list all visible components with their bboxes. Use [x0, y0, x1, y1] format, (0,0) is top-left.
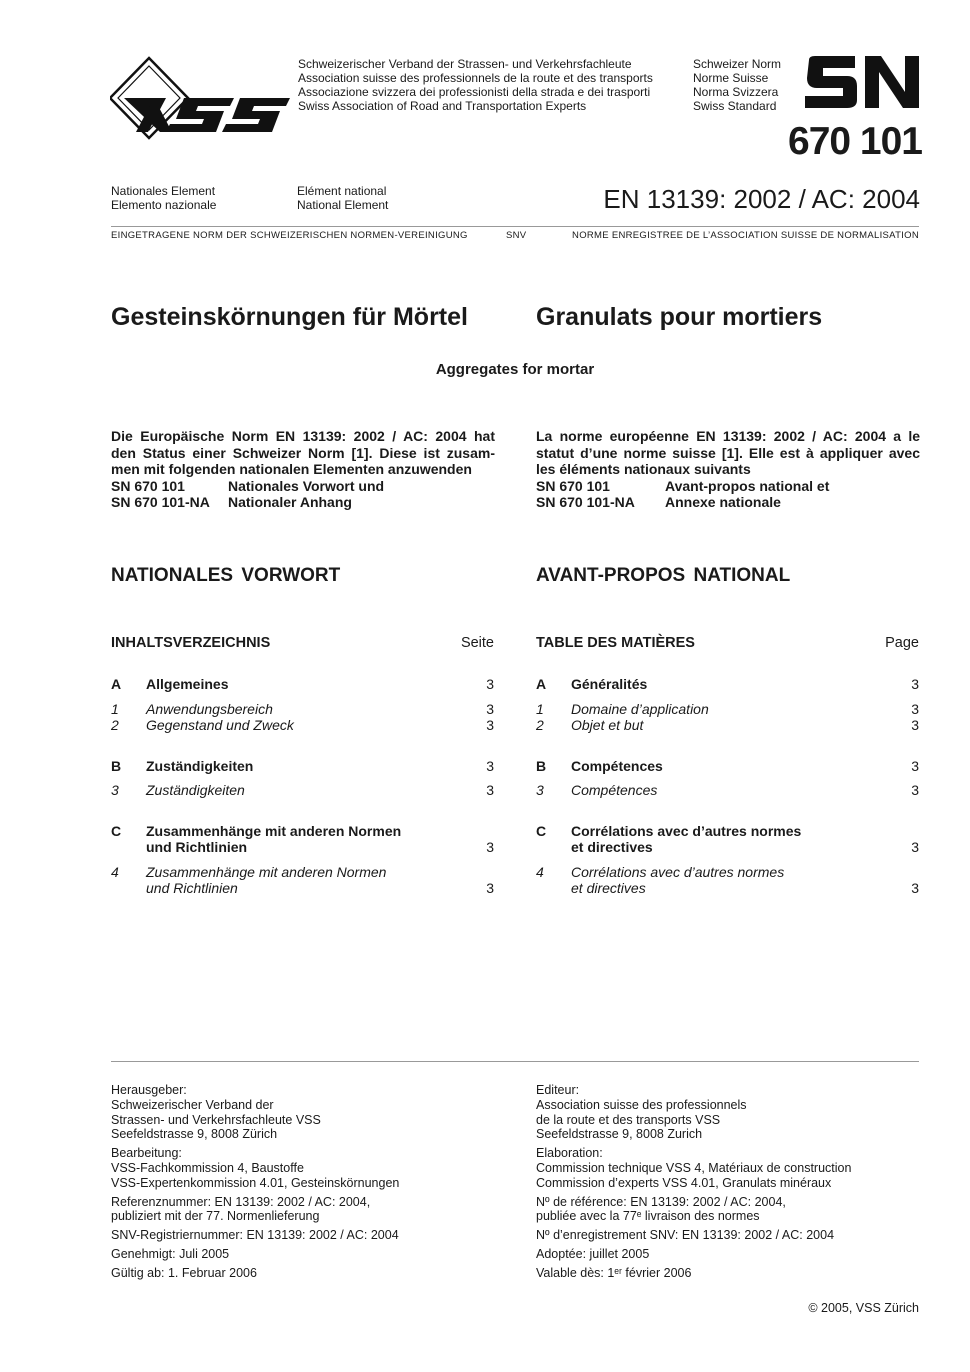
intro-de-line: men mit folgenden nationalen Elementen anzuwenden: [111, 461, 472, 477]
toc-fr-item-3-title[interactable]: Compétences: [571, 782, 658, 798]
copyright: © 2005, VSS Zürich: [808, 1301, 919, 1315]
intro-fr-item-text: Annexe nationale: [665, 494, 781, 510]
vss-logo: [110, 56, 290, 140]
intro-de-item-code: SN 670 101: [111, 477, 185, 494]
toc-fr-item-1-page: 3: [911, 701, 919, 717]
footer-fr-line: Adoptée: juillet 2005: [536, 1246, 650, 1261]
intro-fr-line: les éléments nationaux suivants: [536, 461, 751, 477]
norm-type: [693, 57, 781, 113]
toc-fr-item-4-title-2[interactable]: et directives: [571, 880, 646, 896]
intro-de-line: den Status einer Schweizer Norm [1]. Diese ist zusam-: [111, 444, 495, 461]
footer-de-line: Seefeldstrasse 9, 8008 Zürich: [111, 1127, 278, 1142]
footer-de-line: Genehmigt: Juli 2005: [111, 1246, 230, 1261]
intro-fr-item-code: SN 670 101: [536, 477, 610, 494]
footer-de-line: Referenznummer: EN 13139: 2002 / AC: 2004,: [111, 1194, 371, 1209]
footer-de-line: Bearbeitung:: [111, 1146, 182, 1161]
toc-de-section-b-title[interactable]: Zuständigkeiten: [146, 758, 254, 774]
toc-de-section-a[interactable]: [111, 676, 121, 692]
org-line-fr: Association suisse des professionnels de la route et des transports: [298, 71, 653, 85]
element-label-en: National Element: [297, 198, 389, 212]
title-fr: Granulats pour mortiers: [536, 303, 823, 331]
sn-logo: [803, 52, 921, 114]
en-code: EN 13139: 2002 / AC: 2004: [603, 184, 920, 214]
toc-de-section-a-page: 3: [486, 676, 494, 692]
intro-de-item-text: Nationales Vorwort und: [228, 477, 385, 494]
footer-de-line: Gültig ab: 1. Februar 2006: [111, 1265, 257, 1280]
footer-de-line: Strassen- und Verkehrsfachleute VSS: [111, 1112, 321, 1127]
intro-fr-item: [536, 478, 920, 495]
toc-de-item-4-number: 4: [111, 864, 119, 880]
norm-type-it: Norma Svizzera: [693, 85, 779, 99]
intro-fr-item-text: Avant-propos national et: [665, 477, 830, 494]
intro-de-item: [111, 478, 495, 495]
toc-de-section-b-page: 3: [486, 758, 494, 774]
org-names: [298, 57, 653, 113]
intro-de-item-code: SN 670 101-NA: [111, 494, 210, 510]
footer-fr-line: Association suisse des professionnels: [536, 1097, 747, 1112]
toc-fr-section-a-letter: A: [536, 676, 547, 692]
footer-fr-line: Commission d’experts VSS 4.01, Granulats minéraux: [536, 1175, 832, 1190]
toc-fr-item-4-title-1[interactable]: Corrélations avec d’autres normes: [571, 864, 785, 880]
intro-de-item-text: Nationaler Anhang: [228, 494, 352, 510]
toc-de-item-4-title-2[interactable]: und Richtlinien: [146, 880, 238, 896]
registration-de: EINGETRAGENE NORM DER SCHWEIZERISCHEN NORMEN-VEREINIGUNG: [111, 230, 468, 241]
toc-de-item-2-title[interactable]: Gegenstand und Zweck: [146, 717, 294, 733]
footer-de-line: Schweizerischer Verband der: [111, 1097, 274, 1112]
intro-fr-line: La norme européenne EN 13139: 2002 / AC: 2004 a le: [536, 428, 920, 444]
toc-fr-section-c-title-1[interactable]: Corrélations avec d’autres normes: [571, 823, 802, 839]
header-rule: [111, 226, 919, 227]
toc-page-label-de: Seite: [460, 635, 494, 651]
intro-de-line: Die Europäische Norm EN 13139: 2002 / AC: 2004 hat: [111, 428, 495, 444]
toc-de-item-4-title-1[interactable]: Zusammenhänge mit anderen Normen: [146, 864, 387, 880]
toc-fr-item-1-title[interactable]: Domaine d’application: [571, 701, 709, 717]
toc-de-item-3-number: 3: [111, 782, 119, 798]
element-label-de: Nationales Element: [111, 184, 216, 198]
toc-fr-item-3-number: 3: [536, 782, 544, 798]
toc-de-section-c-title-2[interactable]: und Richtlinien: [146, 839, 248, 855]
footer-fr-line: Valable dès: 1ᵉʳ février 2006: [536, 1265, 692, 1280]
toc-fr-item-2-title[interactable]: Objet et but: [571, 717, 644, 733]
toc-fr-section-c-letter: C: [536, 823, 547, 839]
toc-fr-section-c-title-2[interactable]: et directives: [571, 839, 653, 855]
intro-fr-item: [536, 494, 920, 511]
org-line-en: Swiss Association of Road and Transportation Experts: [298, 99, 587, 113]
foreword-heading-de: NATIONALES VORWORT: [111, 565, 341, 586]
element-label-fr: Elément national: [297, 184, 387, 198]
norm-type-fr: Norme Suisse: [693, 71, 769, 85]
footer-rule: [111, 1061, 919, 1062]
toc-fr-item-1-number: 1: [536, 701, 544, 717]
registration-snv: SNV: [506, 230, 527, 241]
toc-de-section-c-letter: C: [111, 823, 122, 839]
toc-heading-fr: TABLE DES MATIÈRES: [536, 635, 695, 651]
title-en: Aggregates for mortar: [435, 361, 595, 378]
org-line-it: Associazione svizzera dei professionisti della strada e dei trasporti: [298, 85, 651, 99]
footer-fr-line: Commission technique VSS 4, Matériaux de construction: [536, 1160, 852, 1175]
footer-de-line: VSS-Expertenkommission 4.01, Gesteinskörnungen: [111, 1175, 400, 1190]
footer-fr: [536, 1083, 851, 1281]
toc-fr-item-4-number: 4: [536, 864, 544, 880]
norm-type-de: Schweizer Norm: [693, 57, 782, 71]
footer-fr-line: de la route et des transports VSS: [536, 1112, 721, 1127]
toc-de-item-4-page: 3: [486, 880, 494, 896]
intro-fr-item-code: SN 670 101-NA: [536, 494, 635, 510]
toc-fr-item-2-number: 2: [536, 717, 544, 733]
toc-de-item-1-page: 3: [486, 701, 494, 717]
toc-fr-section-c-page: 3: [911, 839, 919, 855]
toc-de-item-1-title[interactable]: Anwendungsbereich: [146, 701, 273, 717]
toc-fr-item-4-page: 3: [911, 880, 919, 896]
toc-fr-section-a-page: 3: [911, 676, 919, 692]
footer-fr-line: publiée avec la 77ᵉ livraison des normes: [536, 1209, 760, 1224]
toc-fr-item-2-page: 3: [911, 717, 919, 733]
toc-de-section-c-title-1[interactable]: Zusammenhänge mit anderen Normen: [146, 823, 402, 839]
footer-de-line: Herausgeber:: [111, 1083, 187, 1097]
intro-de: [111, 428, 495, 511]
toc-fr-section-b-page: 3: [911, 758, 919, 774]
toc-fr-section-b-title[interactable]: Compétences: [571, 758, 663, 774]
toc-de-item-2-page: 3: [486, 717, 494, 733]
footer-de: [111, 1083, 399, 1281]
toc-fr-section-a-title[interactable]: Généralités: [571, 676, 648, 692]
footer-de-line: SNV-Registriernummer: EN 13139: 2002 / AC: 2004: [111, 1228, 399, 1243]
element-label-it: Elemento nazionale: [111, 198, 217, 212]
element-label-de-it: [111, 184, 216, 212]
toc-page-label-fr: Page: [885, 635, 919, 651]
foreword-heading-fr: AVANT-PROPOS NATIONAL: [536, 565, 791, 586]
intro-de-item: [111, 494, 495, 511]
footer-fr-line: Editeur:: [536, 1083, 580, 1097]
footer-de-line: VSS-Fachkommission 4, Baustoffe: [111, 1160, 304, 1175]
footer-fr-line: Nº de référence: EN 13139: 2002 / AC: 2004,: [536, 1194, 786, 1209]
toc-de-item-3-page: 3: [486, 782, 494, 798]
intro-fr-line: statut d’une norme suisse [1]. Elle est à appliquer avec: [536, 444, 920, 461]
footer-fr-line: Seefeldstrasse 9, 8008 Zurich: [536, 1127, 703, 1142]
toc-de-section-b-letter: B: [111, 758, 122, 774]
toc-de-section-a-title[interactable]: Allgemeines: [146, 676, 229, 692]
org-line-de: Schweizerischer Verband der Strassen- und Verkehrsfachleute: [298, 57, 632, 71]
toc-fr-section-b-letter: B: [536, 758, 547, 774]
footer-de-line: publiziert mit der 77. Normenlieferung: [111, 1209, 320, 1224]
footer-fr-line: Elaboration:: [536, 1146, 603, 1161]
norm-type-en: Swiss Standard: [693, 99, 777, 113]
intro-fr: [536, 428, 920, 511]
toc-heading-de: INHALTSVERZEICHNIS: [111, 635, 271, 651]
toc-fr-item-3-page: 3: [911, 782, 919, 798]
registration-fr: NORME ENREGISTREE DE L’ASSOCIATION SUISSE DE NORMALISATION: [572, 230, 919, 241]
toc-de-item-2-number: 2: [111, 717, 119, 733]
norm-number: 670 101: [788, 120, 922, 163]
toc-letter: A: [111, 676, 122, 692]
title-de: Gesteinskörnungen für Mörtel: [111, 303, 468, 331]
element-label-fr-en: [297, 184, 388, 212]
toc-de-item-3-title[interactable]: Zuständigkeiten: [146, 782, 245, 798]
toc-de-section-c-page: 3: [486, 839, 494, 855]
toc-de-item-1-number: 1: [111, 701, 119, 717]
footer-fr-line: Nº d’enregistrement SNV: EN 13139: 2002 / AC: 2004: [536, 1228, 835, 1243]
